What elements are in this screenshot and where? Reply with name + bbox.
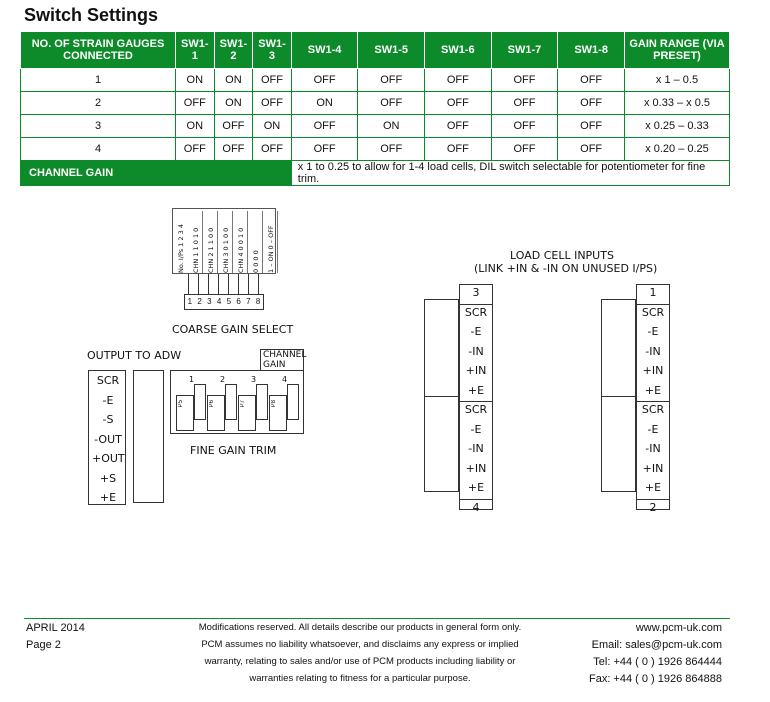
dip-switch-number: 7	[246, 297, 251, 306]
header-sw1-3: SW1-3	[253, 32, 292, 69]
table-cell: OFF	[291, 69, 358, 92]
footer-email-link[interactable]: Email: sales@pcm-uk.com	[591, 639, 722, 651]
table-cell: x 0.33 – x 0.5	[625, 92, 730, 115]
pot-number: 4	[282, 375, 288, 384]
table-cell: ON	[253, 115, 292, 138]
table-cell: 4	[21, 138, 176, 161]
load-cell-terminal-label: SCR	[641, 403, 665, 416]
channel-number: 2	[649, 500, 657, 514]
disclaimer-line: Modifications reserved. All details describe our products in general form only.	[198, 622, 522, 633]
output-terminal-label: SCR	[96, 374, 120, 387]
pot-adjuster	[287, 384, 299, 420]
footer-tel: Tel: +44 ( 0 ) 1926 864444	[593, 656, 722, 668]
output-terminal-label: -OUT	[94, 432, 122, 446]
load-cell-terminal-label: -E	[647, 422, 659, 436]
disclaimer-line: warranty, relating to sales and/or use of PCM products including liability or	[204, 656, 516, 667]
table-cell: x 1 – 0.5	[625, 69, 730, 92]
load-cell-connector-right	[601, 299, 636, 492]
load-cell-terminal-label: -IN	[645, 442, 661, 455]
output-label: OUTPUT TO ADW	[87, 349, 182, 362]
channel-number: 3	[472, 286, 480, 299]
table-cell: x 0.25 – 0.33	[625, 115, 730, 138]
load-cell-terminal-label: +E	[644, 481, 662, 494]
fine-gain-label: FINE GAIN TRIM	[190, 444, 277, 457]
fine-gain-trim-block	[170, 370, 304, 434]
table-cell: ON	[214, 69, 253, 92]
switch-settings-table	[20, 31, 730, 186]
load-cell-terminal-label: SCR	[464, 403, 488, 416]
footer-date: APRIL 2014	[26, 622, 85, 634]
table-cell: OFF	[425, 69, 492, 92]
table-cell: OFF	[491, 92, 558, 115]
pot-number: 3	[251, 375, 257, 384]
load-cell-terminals-right	[636, 284, 670, 514]
dip-switch-pin	[188, 274, 189, 294]
load-cell-terminal-label: SCR	[464, 305, 488, 319]
output-terminal-label: -E	[102, 393, 114, 407]
output-terminal-label: +S	[99, 471, 117, 485]
trim-potentiometer[interactable]	[176, 395, 194, 431]
dip-switch[interactable]	[184, 294, 264, 310]
header-sw1-4: SW1-4	[291, 32, 358, 69]
table-cell: OFF	[425, 115, 492, 138]
dip-switch-number: 2	[197, 297, 202, 306]
table-cell: OFF	[491, 138, 558, 161]
footer-page: Page 2	[26, 639, 61, 651]
dip-channel-row: CHN 2 1 1 0 0	[205, 211, 218, 273]
table-cell: OFF	[214, 138, 253, 161]
dip-switch-pin	[258, 274, 259, 294]
table-cell: ON	[291, 92, 358, 115]
trim-potentiometer[interactable]	[238, 395, 256, 431]
load-cell-terminals-left	[459, 284, 493, 514]
dip-header: No. I/Ps 1 2 3 4	[177, 224, 185, 273]
table-cell: x 0.20 – 0.25	[625, 138, 730, 161]
table-cell: OFF	[253, 138, 292, 161]
footer-divider	[24, 618, 730, 619]
load-cell-terminal-label: -IN	[468, 442, 484, 455]
table-cell: 2	[21, 92, 176, 115]
table-cell: OFF	[558, 92, 625, 115]
dip-channel-row: 0 0 0 0	[250, 211, 263, 273]
channel-gain-row	[21, 161, 730, 186]
header-sw1-6: SW1-6	[425, 32, 492, 69]
footer-web-link[interactable]: www.pcm-uk.com	[635, 622, 722, 634]
table-cell: OFF	[214, 115, 253, 138]
pot-number: 1	[189, 375, 195, 384]
pot-label: P5	[178, 400, 184, 408]
output-terminal-block	[88, 370, 126, 505]
table-cell: OFF	[291, 115, 358, 138]
table-cell: OFF	[558, 69, 625, 92]
table-cell: OFF	[253, 92, 292, 115]
dip-switch-number: 3	[207, 297, 212, 306]
dip-switch-pin	[238, 274, 239, 294]
dip-switch-number: 8	[255, 297, 261, 306]
table-cell: OFF	[425, 138, 492, 161]
load-cell-terminal-label: -E	[647, 325, 659, 338]
channel-number: 1	[649, 286, 657, 299]
load-cell-terminal-label: SCR	[641, 305, 665, 319]
dip-switch-number: 4	[216, 297, 222, 306]
channel-gain-description: x 1 to 0.25 to allow for 1-4 load cells, DIL switch selectable for potentiometer for fine trim.	[291, 161, 729, 186]
output-terminal-label: -S	[102, 413, 114, 426]
dip-switch-legend	[172, 208, 276, 274]
channel-gain-tag-label: CHANNEL GAIN	[263, 350, 307, 370]
table-cell: OFF	[491, 69, 558, 92]
terminal-divider	[637, 304, 669, 305]
disclaimer-line: PCM assumes no liability whatsoever, and disclaims any express or implied	[201, 639, 519, 650]
header-gain-range: GAIN RANGE (VIA PRESET)	[625, 32, 730, 69]
terminal-divider	[460, 499, 492, 500]
load-cell-terminal-label: -E	[470, 422, 482, 436]
terminal-divider	[637, 499, 669, 500]
pot-label: P6	[209, 400, 215, 408]
page-title: Switch Settings	[24, 5, 159, 25]
header-sw1-8: SW1-8	[558, 32, 625, 69]
table-cell: OFF	[558, 138, 625, 161]
dip-switch-number: 6	[236, 297, 241, 306]
table-row	[21, 138, 730, 161]
load-cell-terminal-label: +IN	[465, 364, 487, 377]
header-sw1-5: SW1-5	[358, 32, 425, 69]
pot-adjuster	[256, 384, 268, 420]
table-cell: ON	[214, 92, 253, 115]
dip-switch-number: 5	[226, 297, 232, 306]
table-row	[21, 69, 730, 92]
load-cell-terminal-label: -E	[470, 325, 482, 338]
load-cell-connector-left	[424, 299, 459, 492]
table-cell: OFF	[176, 138, 215, 161]
dip-channel-row: CHN 3 0 1 0 0	[220, 211, 233, 273]
dip-switch-pin	[198, 274, 199, 294]
terminal-divider	[460, 304, 492, 305]
terminal-divider	[460, 401, 492, 402]
load-cell-terminal-label: -IN	[645, 344, 661, 358]
coarse-gain-label: COARSE GAIN SELECT	[172, 323, 294, 336]
table-cell: OFF	[425, 92, 492, 115]
table-row	[21, 115, 730, 138]
pot-adjuster	[194, 384, 206, 420]
table-cell: OFF	[491, 115, 558, 138]
load-cell-terminal-label: +IN	[642, 461, 664, 475]
table-cell: 3	[21, 115, 176, 138]
table-row	[21, 92, 730, 115]
table-cell: OFF	[291, 138, 358, 161]
load-cell-terminal-label: +E	[644, 383, 662, 397]
pot-adjuster	[225, 384, 237, 420]
output-terminal-label: +OUT	[92, 452, 125, 465]
table-cell: ON	[176, 115, 215, 138]
disclaimer-line: warranties relating to fitness for a particular purpose.	[249, 673, 471, 684]
output-connector	[133, 370, 164, 503]
table-cell: OFF	[358, 138, 425, 161]
pot-label: P7	[240, 400, 246, 408]
dip-switch-number: 1	[187, 297, 193, 306]
dip-channel-row: 1 – ON 0 – OFF	[265, 211, 278, 273]
load-cell-terminal-label: -IN	[468, 344, 484, 358]
table-header-row	[21, 32, 730, 69]
table-cell: OFF	[358, 92, 425, 115]
load-cell-terminal-label: +E	[467, 481, 485, 494]
channel-number: 4	[472, 500, 480, 514]
dip-switch-pin	[218, 274, 219, 294]
table-cell: OFF	[358, 69, 425, 92]
table-cell: ON	[358, 115, 425, 138]
header-sw1-2: SW1-2	[214, 32, 253, 69]
dip-switch-pin	[248, 274, 249, 294]
trim-potentiometer[interactable]	[269, 395, 287, 431]
terminal-divider	[637, 401, 669, 402]
table-cell: OFF	[558, 115, 625, 138]
channel-gain-label: CHANNEL GAIN	[21, 161, 292, 186]
header-sw1-7: SW1-7	[491, 32, 558, 69]
table-cell: 1	[21, 69, 176, 92]
table-cell: OFF	[253, 69, 292, 92]
pot-label: P8	[271, 400, 277, 408]
dip-switch-pin	[208, 274, 209, 294]
load-cell-subtitle: (LINK +IN & -IN ON UNUSED I/PS)	[474, 262, 658, 275]
load-cell-terminal-label: +E	[467, 383, 485, 397]
dip-channel-row: CHN 4 0 0 1 0	[235, 211, 248, 273]
pot-number: 2	[220, 375, 226, 384]
load-cell-terminal-label: +IN	[465, 461, 487, 475]
load-cell-terminal-label: +IN	[642, 364, 664, 377]
header-sw1-1: SW1-1	[176, 32, 215, 69]
load-cell-title: LOAD CELL INPUTS	[510, 249, 614, 262]
table-cell: ON	[176, 69, 215, 92]
channel-gain-tag	[260, 349, 307, 371]
header-gauges: NO. OF STRAIN GAUGES CONNECTED	[21, 32, 176, 69]
output-terminal-label: +E	[99, 491, 117, 504]
dip-channel-row: CHN 1 1 0 1 0	[190, 211, 203, 273]
table-cell: OFF	[176, 92, 215, 115]
dip-switch-pin	[228, 274, 229, 294]
trim-potentiometer[interactable]	[207, 395, 225, 431]
footer-fax: Fax: +44 ( 0 ) 1926 864888	[588, 673, 722, 685]
